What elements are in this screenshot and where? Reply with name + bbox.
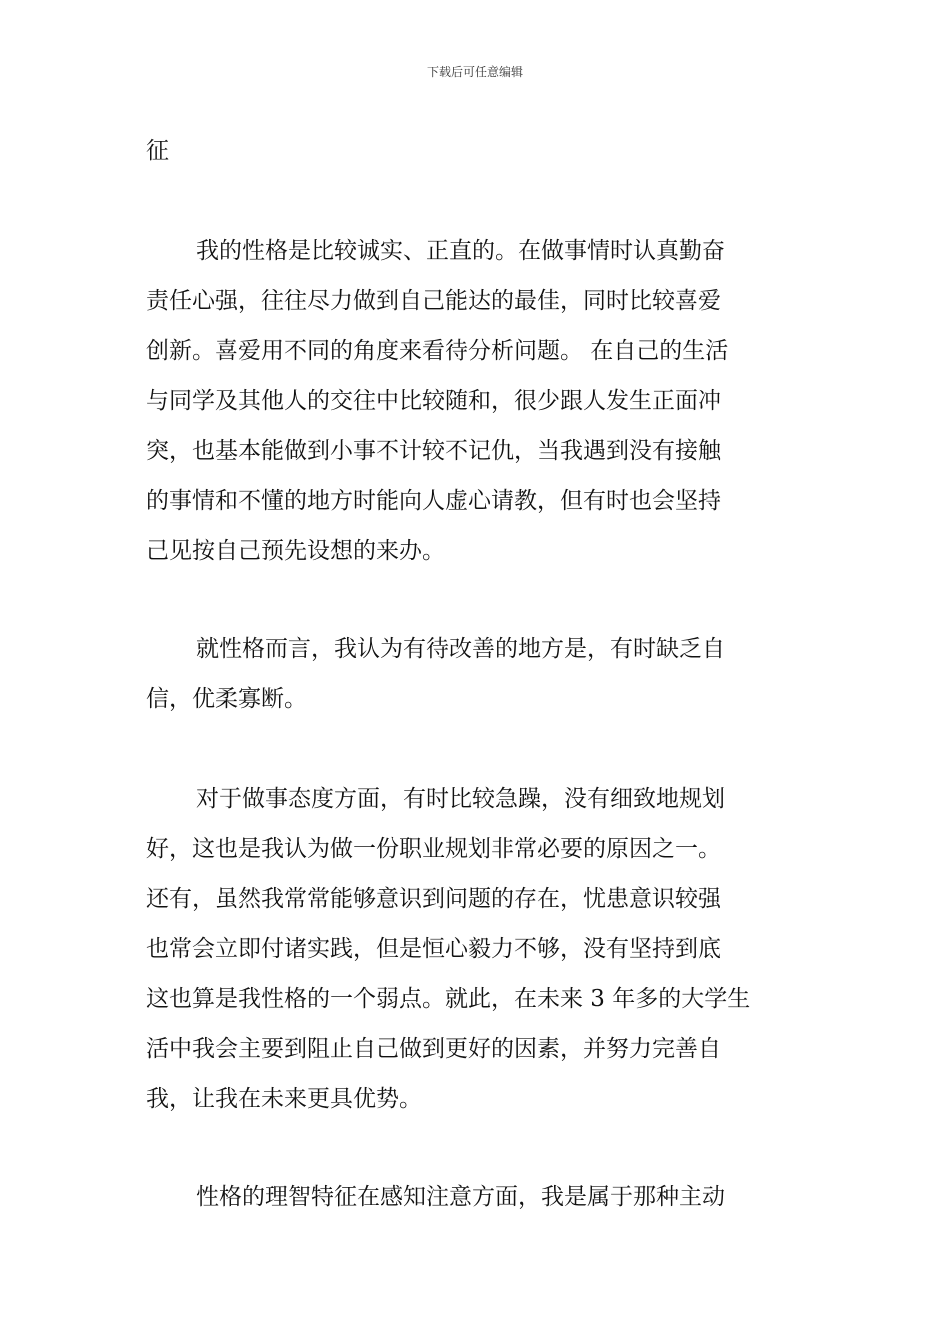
lead-fragment: 征: [146, 138, 169, 164]
paragraph-line: 性格的理智特征在感知注意方面，我是属于那种主动: [196, 1184, 725, 1210]
paragraph-line: 对于做事态度方面，有时比较急躁，没有细致地规划: [196, 786, 725, 812]
paragraph-line: 责任心强，往往尽力做到自己能达的最佳，同时比较喜爱: [146, 288, 721, 314]
paragraph-line: 还有，虽然我常常能够意识到问题的存在，忧患意识较强: [146, 886, 721, 912]
paragraph-line: 我的性格是比较诚实、正直的。在做事情时认真勤奋: [196, 238, 725, 264]
paragraph-line: 与同学及其他人的交往中比较随和，很少跟人发生正面冲: [146, 388, 721, 414]
paragraph-line: 这也算是我性格的一个弱点。就此，在未来 3 年多的大学生: [146, 986, 751, 1012]
paragraph-line: 活中我会主要到阻止自己做到更好的因素，并努力完善自: [146, 1036, 721, 1062]
paragraph-line: 的事情和不懂的地方时能向人虚心请教，但有时也会坚持: [146, 488, 721, 514]
paragraph-line: 创新。喜爱用不同的角度来看待分析问题。 在自己的生活: [146, 338, 729, 364]
paragraph-improvement: [146, 624, 808, 724]
paragraph-line: 己见按自己预先设想的来办。: [146, 538, 445, 564]
paragraph-line: 我，让我在未来更具优势。: [146, 1086, 422, 1112]
page-header: 下载后可任意编辑: [426, 65, 523, 79]
paragraph-line: 好，这也是我认为做一份职业规划非常必要的原因之一。: [146, 836, 721, 862]
paragraph-line: 信，优柔寡断。: [146, 686, 307, 712]
paragraph-personality: [146, 226, 808, 576]
paragraph-attitude: [146, 774, 808, 1124]
paragraph-line: 也常会立即付诸实践，但是恒心毅力不够，没有坚持到底: [146, 936, 721, 962]
paragraph-rational-traits: [146, 1172, 808, 1222]
paragraph-line: 就性格而言，我认为有待改善的地方是，有时缺乏自: [196, 636, 725, 662]
paragraph-line: 突，也基本能做到小事不计较不记仇，当我遇到没有接触: [146, 438, 721, 464]
